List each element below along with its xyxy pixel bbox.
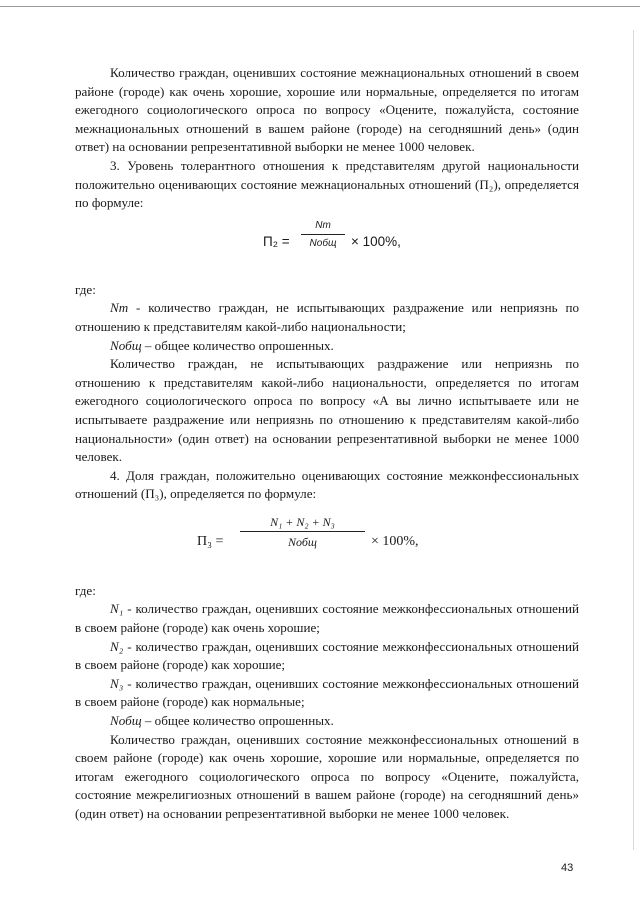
formula-p2-denominator: Nобщ bbox=[309, 237, 337, 249]
formula-p3-lhs: П₃ = bbox=[197, 533, 224, 549]
paragraph-item-4: 4. Доля граждан, положительно оценивающих состояние межконфессиональных отношений (П₃), определяется по формуле: bbox=[75, 467, 579, 502]
definition-n1-text: - количество граждан, оценивших состояние межконфессиональных отношений в своем районе (городе) как очень хорошие; bbox=[75, 601, 579, 636]
variable-nobsh: Nобщ bbox=[110, 337, 142, 353]
definition-nobsh bbox=[75, 337, 579, 356]
variable-nt: Nт bbox=[110, 300, 129, 316]
paragraph-survey-1: Количество граждан, не испытывающих раздражение или неприязнь по отношению к представителям какой-либо национальности, определяется по итогам ежегодного социологического опроса по вопросу «А вы лично испытываете или не испытываете раздражение или неприязнь по отношению к представителям какой-либо национальности» (один ответ) на основании репрезентативной выборки не менее 1000 человек. bbox=[75, 356, 579, 465]
where-label: где: bbox=[75, 281, 96, 297]
formula-p3-denominator: Nобщ bbox=[288, 534, 317, 549]
right-edge-rule bbox=[633, 30, 634, 850]
variable-n2: N₂ bbox=[110, 638, 124, 654]
paragraph-item-3: 3. Уровень толерантного отношения к представителям другой национальности положительно оценивающих состояние межнациональных отношений (П₂), определяется по формуле: bbox=[75, 157, 579, 211]
paragraph-survey-2: Количество граждан, оценивших состояние межконфессиональных отношений в своем районе (городе) как очень хорошие, хорошие или нормальные, определяется по итогам ежегодного социологического опроса по вопросу «Оцените, пожалуйста, состояние межрелигиозных отношений в вашем районе (городе) на сегодняшний день» (один ответ) на основании репрезентативной выборки не менее 1000 человек. bbox=[75, 731, 579, 821]
formula-p2-lhs: П₂ = bbox=[263, 233, 290, 249]
definition-n2 bbox=[75, 638, 579, 675]
variable-n3: N₃ bbox=[110, 675, 124, 691]
formula-p3-rhs: × 100%, bbox=[371, 533, 419, 549]
top-rule bbox=[0, 6, 640, 7]
definition-n3-text: - количество граждан, оценивших состояние межконфессиональных отношений в своем районе (городе) как нормальные; bbox=[75, 675, 579, 710]
variable-n1: N₁ bbox=[110, 601, 124, 617]
definition-nt-text: - количество граждан, не испытывающих раздражение или неприязнь по отношению к представителям какой-либо национальности; bbox=[75, 300, 579, 334]
paragraph-intro: Количество граждан, оценивших состояние межнациональных отношений в своем районе (городе) как очень хорошие, хорошие или нормальные, определяется по итогам ежегодного социологического опроса по вопросу «Оцените, пожалуйста, состояние межнациональных отношений в вашем районе (городе) на сегодняшний день» (один ответ) на основании репрезентативной выборки не менее 1000 человек. bbox=[75, 65, 579, 155]
formula-p2 bbox=[75, 219, 579, 273]
formula-p3-fraction bbox=[240, 514, 365, 550]
formula-p3-numerator: N₁ + N₂ + N₃ bbox=[270, 514, 335, 529]
page-number: 43 bbox=[561, 862, 574, 874]
definition-nobsh-text: – общее количество опрошенных. bbox=[141, 337, 334, 353]
definition-nobsh-2 bbox=[75, 712, 579, 731]
fraction-bar bbox=[240, 531, 365, 532]
definition-n2-text: - количество граждан, оценивших состояние межконфессиональных отношений в своем районе (городе) как хорошие; bbox=[75, 638, 579, 673]
definition-n3 bbox=[75, 675, 579, 712]
variable-nobsh: Nобщ bbox=[110, 713, 142, 729]
formula-p3 bbox=[75, 514, 579, 574]
fraction-bar bbox=[301, 234, 345, 235]
document-page bbox=[75, 64, 579, 824]
definition-nobsh-2-text: – общее количество опрошенных. bbox=[141, 713, 334, 729]
formula-p2-fraction bbox=[301, 219, 345, 251]
formula-p2-numerator: Nт bbox=[315, 219, 331, 231]
where-label: где: bbox=[75, 582, 96, 598]
definition-nt bbox=[75, 299, 579, 336]
formula-p2-rhs: × 100%, bbox=[351, 233, 401, 249]
definition-n1 bbox=[75, 600, 579, 637]
